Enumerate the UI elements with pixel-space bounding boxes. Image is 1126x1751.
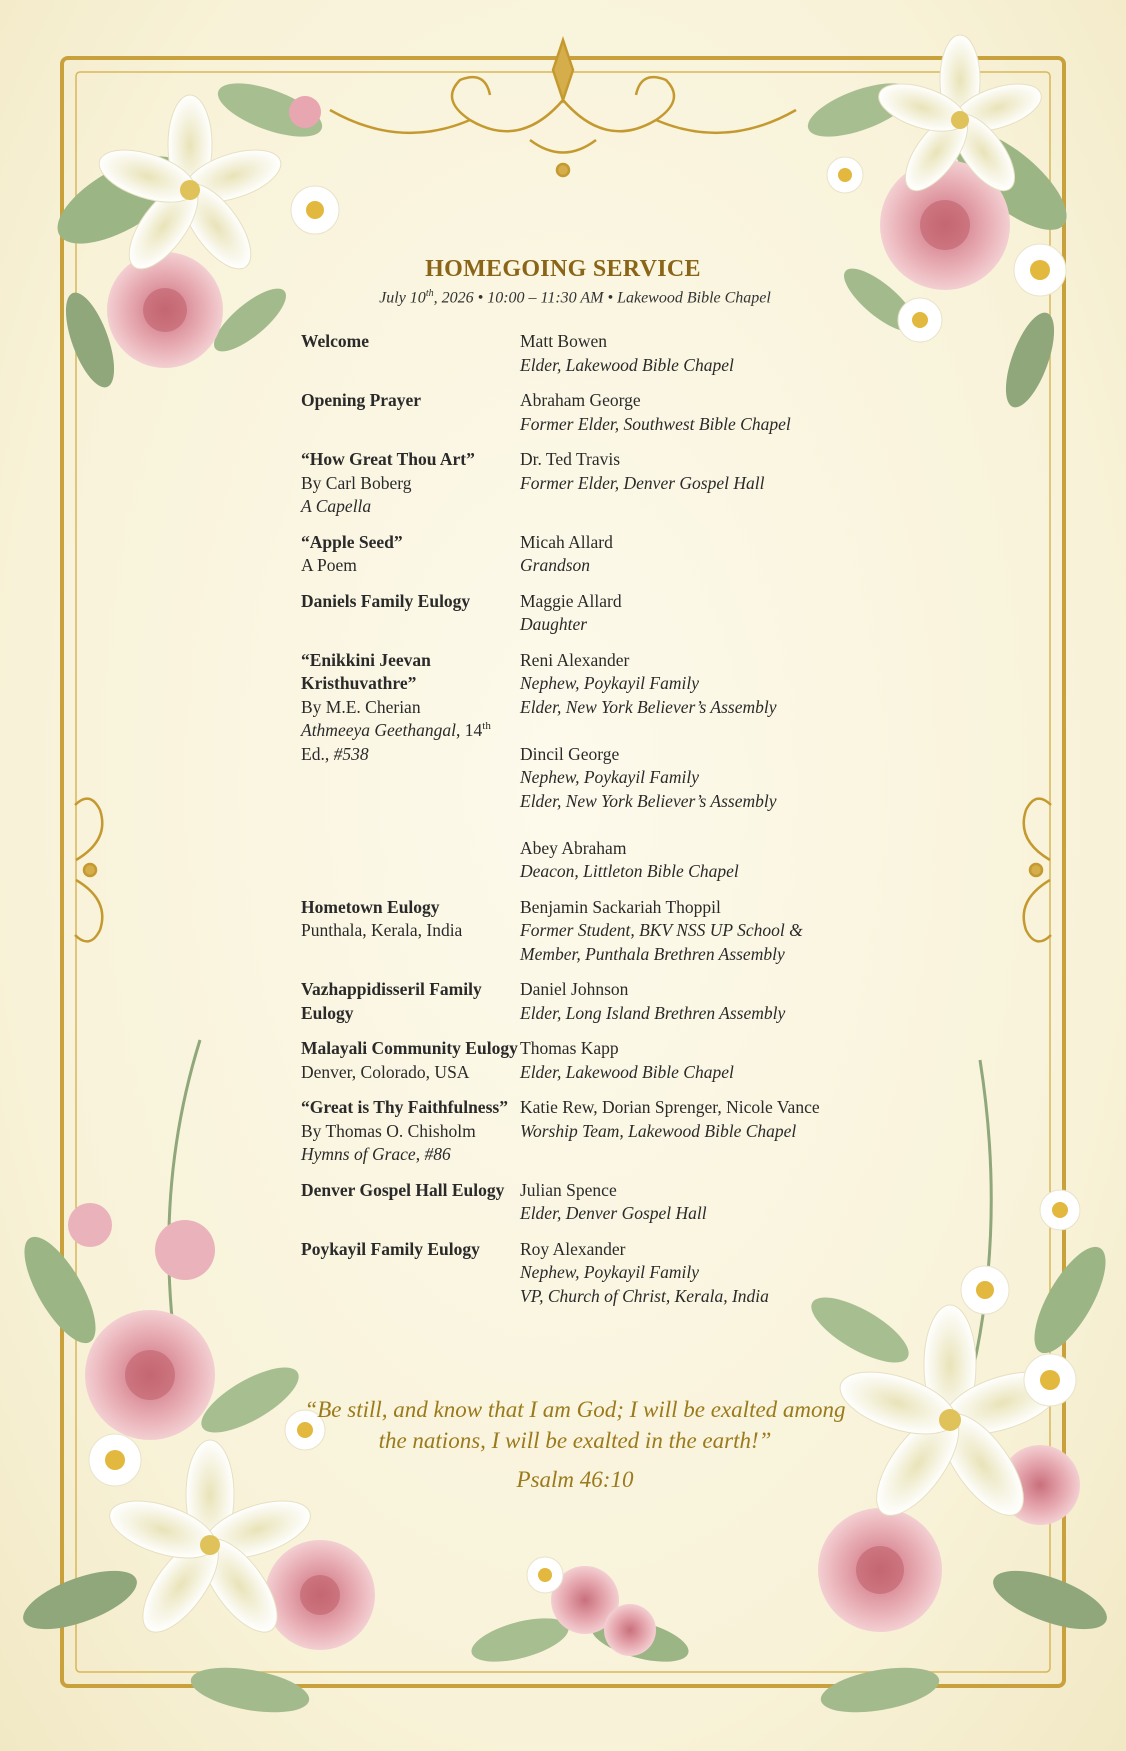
participant-role: Grandson [520,555,591,575]
program-item-details [301,649,520,884]
program-item [301,1037,861,1084]
participant-name: Julian Spence [520,1179,617,1200]
hymnal-citation [301,1143,520,1167]
program-item-details [301,1179,520,1226]
program-item [301,1179,861,1226]
program-item-note: A Capella [301,496,372,516]
participant-name: Matt Bowen [520,331,608,351]
participant-name: Daniel Johnson [520,979,629,999]
program-item [301,649,861,884]
program-item-details [301,1096,520,1167]
participant-role: Nephew, Poykayil Family [520,673,699,693]
hymnal-name: Athmeeya Geethangal [301,720,457,740]
program-item-details [301,448,520,519]
program-item-note: Punthala, Kerala, India [301,920,463,940]
program-item-note: A Poem [301,555,357,575]
participant-role: Worship Team, Lakewood Bible Chapel [520,1120,797,1141]
scripture-verse [0,1394,1126,1456]
participant-role: VP, Church of Christ, Kerala, India [520,1285,769,1306]
program-item-title: Hometown Eulogy [301,896,440,917]
participant-name: Abey Abraham [520,837,627,858]
program-item-details [301,978,520,1025]
page-title: HOMEGOING SERVICE [425,256,701,282]
program-item [301,330,861,377]
program-item-title: “Enikkini Jeevan Kristhuvathre” [301,649,431,693]
program-item-participants [520,389,861,436]
program-item-title: Poykayil Family Eulogy [301,1238,480,1259]
program-item-title: “How Great Thou Art” [301,449,475,469]
verse-line: “Be still, and know that I am God; I will be exalted among [304,1397,846,1422]
date-suffix: th [425,288,434,299]
participant-role: Member, Punthala Brethren Assembly [520,943,785,964]
program-item-note: Denver, Colorado, USA [301,1061,470,1082]
participant-role: Elder, Lakewood Bible Chapel [520,354,734,375]
program-item [301,978,861,1025]
program-item-note: By M.E. Cherian [301,696,421,717]
participant-name: Dincil George [520,743,620,764]
verse-line: the nations, I will be exalted in the earth!” [378,1428,772,1453]
program-item-participants [520,1179,861,1226]
hymnal-edition-suffix: th [482,720,491,733]
hymn-number: #86 [424,1144,451,1164]
participant-name: Dr. Ted Travis [520,449,621,469]
program-item [301,896,861,967]
program-item [301,1238,861,1309]
hymnal-name: Hymns of Grace [301,1144,416,1164]
program-item-note: By Carl Boberg [301,472,412,493]
program-item-title: Denver Gospel Hall Eulogy [301,1179,505,1200]
participant-name: Roy Alexander [520,1238,626,1259]
program-item-participants [520,531,861,578]
program-item-participants [520,1238,861,1309]
program-item-title: Opening Prayer [301,390,422,410]
program-list [301,330,861,1320]
program-item-title: Malayali Community Eulogy [301,1038,518,1058]
program-item-participants [520,649,861,884]
program-item-details [301,330,520,377]
program-item-details [301,531,520,578]
participant-role: Former Student, BKV NSS UP School & [520,920,803,940]
spacer [520,719,861,743]
participant-name: Reni Alexander [520,649,630,670]
hymn-number: #538 [333,743,369,764]
program-item-participants [520,978,861,1025]
program-item-title: Vazhappidisseril Family Eulogy [301,979,482,1023]
program-item-details [301,389,520,436]
participant-name: Katie Rew, Dorian Sprenger, Nicole Vance [520,1097,820,1117]
program-item [301,389,861,436]
participant-name: Abraham George [520,390,641,410]
bottom-center-bouquet [467,1557,693,1670]
program-item-participants [520,590,861,637]
participant-name: Maggie Allard [520,590,622,611]
date-text: July 10 [379,289,426,307]
participant-name: Micah Allard [520,531,613,552]
participant-role: Nephew, Poykayil Family [520,767,699,787]
participant-role: Former Elder, Southwest Bible Chapel [520,413,791,434]
service-details [0,288,1126,307]
program-item-title: Daniels Family Eulogy [301,590,471,611]
participant-role: Elder, New York Believer’s Assembly [520,790,777,811]
program-item-title: Welcome [301,331,370,351]
participant-role: Elder, New York Believer’s Assembly [520,696,777,717]
program-item-details [301,1037,520,1084]
program-item-title: “Apple Seed” [301,531,403,552]
program-item [301,1096,861,1167]
program-item-details [301,1238,520,1309]
participant-role: Deacon, Littleton Bible Chapel [520,861,739,881]
hymnal-edition-label: , [415,1144,425,1164]
program-item-participants [520,1096,861,1167]
time-location-text: , 2026 • 10:00 – 11:30 AM • Lakewood Bible Chapel [433,289,771,307]
scripture-reference: Psalm 46:10 [516,1467,634,1492]
hymnal-edition-label: Ed., [301,743,334,764]
program-item [301,531,861,578]
participant-role: Elder, Denver Gospel Hall [520,1203,707,1223]
program-item-details [301,590,520,637]
program-item [301,590,861,637]
program-item-participants [520,1037,861,1084]
program-item-title: “Great is Thy Faithfulness” [301,1097,508,1117]
top-left-bouquet [44,72,339,393]
participant-name: Thomas Kapp [520,1038,619,1058]
hymnal-citation [301,719,520,766]
program-item-details [301,896,520,967]
program-item [301,448,861,519]
program-item-participants [520,330,861,377]
participant-role: Nephew, Poykayil Family [520,1262,699,1282]
participant-name: Benjamin Sackariah Thoppil [520,896,721,917]
top-ornament [330,40,796,176]
participant-role: Elder, Lakewood Bible Chapel [520,1061,734,1082]
hymnal-edition: , 14 [456,720,483,740]
program-item-participants [520,448,861,519]
program-item-participants [520,896,861,967]
program-item-note: By Thomas O. Chisholm [301,1120,476,1141]
participant-role: Former Elder, Denver Gospel Hall [520,472,765,493]
participant-role: Daughter [520,614,588,634]
spacer [520,813,861,837]
participant-role: Elder, Long Island Brethren Assembly [520,1002,786,1023]
